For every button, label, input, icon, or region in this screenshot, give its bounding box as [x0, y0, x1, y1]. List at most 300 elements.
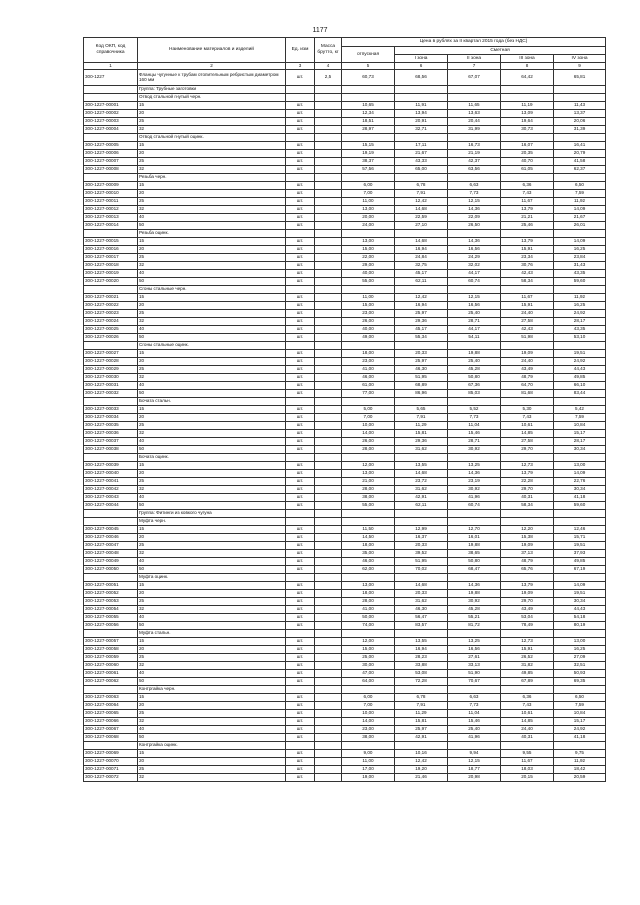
price-release: 55,00: [342, 502, 395, 510]
group-header-row: [84, 134, 606, 142]
price-zone-1: 29,36: [395, 438, 448, 446]
row-code: 300-1227-00021: [84, 294, 138, 302]
price-zone-3: 12,73: [501, 638, 554, 646]
price-release: 14,00: [342, 430, 395, 438]
price-zone-1: 24,84: [395, 254, 448, 262]
price-empty: [501, 134, 554, 142]
row-code: 300-1227-00011: [84, 198, 138, 206]
price-zone-2: 13,25: [448, 638, 501, 646]
price-release: 50,00: [342, 614, 395, 622]
row-unit: шт.: [286, 358, 315, 366]
row-diameter: 15: [138, 102, 286, 110]
row-mass-empty: [315, 542, 342, 550]
price-empty: [448, 510, 501, 518]
row-mass-empty: [315, 750, 342, 758]
row-code-empty: [84, 454, 138, 462]
price-release: 38,00: [342, 734, 395, 742]
row-unit-empty: [286, 94, 315, 102]
price-zone-1: 45,17: [395, 270, 448, 278]
price-zone-2: 14,36: [448, 206, 501, 214]
price-zone-2: 67,07: [448, 70, 501, 86]
row-mass-empty: [315, 222, 342, 230]
price-empty: [554, 510, 606, 518]
price-release: 77,00: [342, 390, 395, 398]
price-zone-4: 16,25: [554, 646, 606, 654]
row-code-empty: [84, 510, 138, 518]
row-diameter: 25: [138, 422, 286, 430]
price-empty: [448, 574, 501, 582]
table-row: [84, 486, 606, 494]
price-table: [83, 37, 606, 782]
row-unit: шт.: [286, 294, 315, 302]
price-zone-3: 18,03: [501, 766, 554, 774]
price-zone-1: 16,94: [395, 302, 448, 310]
price-zone-2: 45,28: [448, 366, 501, 374]
table-row: [84, 638, 606, 646]
row-unit: шт.: [286, 150, 315, 158]
row-mass-empty: [315, 590, 342, 598]
group-header-row: [84, 286, 606, 294]
price-release: 10,00: [342, 422, 395, 430]
price-zone-2: 54,11: [448, 334, 501, 342]
row-code: 300-1227-00049: [84, 558, 138, 566]
row-code: 300-1227-00008: [84, 166, 138, 174]
price-zone-2: 11,04: [448, 710, 501, 718]
group-title: Сгоны стальные оцинк.: [138, 342, 286, 350]
row-unit: шт.: [286, 614, 315, 622]
row-mass-empty: [315, 406, 342, 414]
price-zone-3: 9,55: [501, 750, 554, 758]
price-release: 28,00: [342, 598, 395, 606]
price-zone-3: 6,36: [501, 182, 554, 190]
row-unit: шт.: [286, 606, 315, 614]
price-zone-4: 65,81: [554, 70, 606, 86]
group-title: Контргайка черн.: [138, 686, 286, 694]
price-empty: [448, 398, 501, 406]
price-zone-2: 28,71: [448, 438, 501, 446]
row-unit: шт.: [286, 710, 315, 718]
price-empty: [448, 86, 501, 94]
price-zone-1: 20,33: [395, 542, 448, 550]
header-zone-1: I зона: [395, 55, 448, 63]
price-zone-1: 12,42: [395, 758, 448, 766]
price-zone-2: 16,73: [448, 142, 501, 150]
row-code: 300-1227-00032: [84, 390, 138, 398]
price-zone-1: 16,94: [395, 646, 448, 654]
price-zone-2: 19,88: [448, 590, 501, 598]
row-mass-empty: [315, 262, 342, 270]
price-empty: [342, 510, 395, 518]
row-code: 300-1227-00062: [84, 678, 138, 686]
table-row: [84, 694, 606, 702]
row-mass-empty: [315, 334, 342, 342]
row-unit: шт.: [286, 598, 315, 606]
price-empty: [395, 630, 448, 638]
price-zone-2: 16,56: [448, 646, 501, 654]
price-release: 55,00: [342, 278, 395, 286]
price-release: 6,00: [342, 694, 395, 702]
row-diameter: 32: [138, 126, 286, 134]
price-zone-4: 59,60: [554, 278, 606, 286]
price-zone-4: 18,42: [554, 766, 606, 774]
row-diameter: 15: [138, 582, 286, 590]
price-zone-1: 14,68: [395, 470, 448, 478]
price-zone-4: 41,18: [554, 734, 606, 742]
price-zone-4: 59,60: [554, 502, 606, 510]
price-zone-2: 31,99: [448, 126, 501, 134]
row-code: 300-1227-00005: [84, 142, 138, 150]
price-release: 14,00: [342, 718, 395, 726]
price-zone-3: 40,31: [501, 734, 554, 742]
price-zone-4: 13,00: [554, 638, 606, 646]
price-zone-4: 19,51: [554, 542, 606, 550]
table-row: [84, 590, 606, 598]
row-unit: шт.: [286, 526, 315, 534]
row-diameter: 20: [138, 302, 286, 310]
price-zone-4: 83,44: [554, 390, 606, 398]
row-diameter: 15: [138, 638, 286, 646]
row-diameter: 32: [138, 430, 286, 438]
price-release: 38,37: [342, 158, 395, 166]
group-header-row: [84, 518, 606, 526]
price-zone-3: 67,89: [501, 678, 554, 686]
price-empty: [501, 398, 554, 406]
row-diameter: 25: [138, 478, 286, 486]
price-zone-2: 13,25: [448, 462, 501, 470]
price-zone-1: 12,99: [395, 526, 448, 534]
row-mass-empty: [315, 414, 342, 422]
price-zone-1: 11,91: [395, 102, 448, 110]
price-zone-4: 13,00: [554, 462, 606, 470]
group-title: Группа: Трубные заготовки: [138, 86, 286, 94]
row-unit: шт.: [286, 590, 315, 598]
group-title: Муфта стальн.: [138, 630, 286, 638]
price-zone-1: 56,47: [395, 614, 448, 622]
row-unit: шт.: [286, 182, 315, 190]
row-mass-empty: [315, 102, 342, 110]
price-zone-4: 31,43: [554, 262, 606, 270]
price-zone-2: 6,63: [448, 694, 501, 702]
row-unit: шт.: [286, 366, 315, 374]
price-zone-3: 13,79: [501, 470, 554, 478]
price-zone-1: 16,94: [395, 246, 448, 254]
price-zone-1: 53,08: [395, 670, 448, 678]
price-release: 11,00: [342, 758, 395, 766]
price-zone-4: 11,92: [554, 294, 606, 302]
price-zone-2: 38,65: [448, 550, 501, 558]
price-zone-4: 19,51: [554, 590, 606, 598]
row-code: 300-1227-00060: [84, 662, 138, 670]
price-zone-4: 49,85: [554, 558, 606, 566]
row-code-empty: [84, 574, 138, 582]
row-unit: шт.: [286, 758, 315, 766]
price-zone-1: 86,96: [395, 390, 448, 398]
price-zone-4: 11,92: [554, 198, 606, 206]
price-zone-4: 20,59: [554, 774, 606, 782]
price-zone-4: 16,25: [554, 302, 606, 310]
page-number: 1177: [312, 27, 328, 34]
table-row: [84, 166, 606, 174]
price-zone-1: 28,23: [395, 654, 448, 662]
price-zone-3: 65,76: [501, 566, 554, 574]
price-zone-3: 31,82: [501, 662, 554, 670]
row-mass-empty: [315, 94, 342, 102]
row-diameter: 20: [138, 110, 286, 118]
row-unit: шт.: [286, 414, 315, 422]
table-row: [84, 206, 606, 214]
price-zone-3: 29,70: [501, 446, 554, 454]
row-diameter: 32: [138, 166, 286, 174]
row-mass-empty: [315, 198, 342, 206]
row-diameter: 15: [138, 350, 286, 358]
price-zone-2: 33,13: [448, 662, 501, 670]
price-zone-4: 37,93: [554, 550, 606, 558]
price-zone-2: 44,17: [448, 270, 501, 278]
row-mass: 2,5: [315, 70, 342, 86]
row-code: 300-1227-00037: [84, 438, 138, 446]
row-code: 300-1227-00028: [84, 358, 138, 366]
price-zone-3: 12,73: [501, 462, 554, 470]
price-release: 5,00: [342, 406, 395, 414]
row-unit: шт.: [286, 534, 315, 542]
price-zone-2: 13,63: [448, 110, 501, 118]
price-zone-4: 19,51: [554, 350, 606, 358]
row-diameter: 40: [138, 614, 286, 622]
row-diameter: 32: [138, 374, 286, 382]
price-zone-1: 32,75: [395, 262, 448, 270]
row-diameter: 50: [138, 622, 286, 630]
price-zone-4: 66,10: [554, 382, 606, 390]
row-unit-empty: [286, 510, 315, 518]
row-code: 300-1227-00058: [84, 646, 138, 654]
row-mass-empty: [315, 342, 342, 350]
price-zone-2: 16,56: [448, 302, 501, 310]
price-zone-4: 44,43: [554, 366, 606, 374]
row-mass-empty: [315, 246, 342, 254]
row-code: 300-1227-00002: [84, 110, 138, 118]
price-zone-2: 50,80: [448, 558, 501, 566]
table-row: [84, 750, 606, 758]
table-row: [84, 390, 606, 398]
table-body: [84, 63, 606, 782]
price-zone-2: 30,92: [448, 446, 501, 454]
column-number-row: [84, 63, 606, 70]
row-mass-empty: [315, 438, 342, 446]
price-zone-4: 10,84: [554, 422, 606, 430]
row-unit: шт.: [286, 246, 315, 254]
row-mass-empty: [315, 254, 342, 262]
row-mass-empty: [315, 134, 342, 142]
row-mass-empty: [315, 646, 342, 654]
price-zone-1: 6,78: [395, 694, 448, 702]
group-title: Отвод стальной гнутый оцинк.: [138, 134, 286, 142]
price-zone-3: 30,76: [501, 262, 554, 270]
row-mass-empty: [315, 326, 342, 334]
row-diameter: 20: [138, 190, 286, 198]
table-row: [84, 318, 606, 326]
price-zone-4: 24,92: [554, 310, 606, 318]
header-zone-4: IV зона: [554, 55, 606, 63]
group-title: Отвод стальной гнутый черн.: [138, 94, 286, 102]
price-zone-2: 22,09: [448, 214, 501, 222]
row-code-empty: [84, 86, 138, 94]
price-empty: [395, 86, 448, 94]
row-unit: шт.: [286, 726, 315, 734]
price-zone-1: 25,97: [395, 310, 448, 318]
price-zone-2: 7,73: [448, 414, 501, 422]
price-empty: [448, 286, 501, 294]
row-mass-empty: [315, 774, 342, 782]
price-zone-4: 44,43: [554, 606, 606, 614]
row-unit: шт.: [286, 70, 315, 86]
row-unit: шт.: [286, 350, 315, 358]
price-zone-2: 30,92: [448, 598, 501, 606]
row-mass-empty: [315, 614, 342, 622]
row-mass-empty: [315, 374, 342, 382]
price-zone-4: 5,42: [554, 406, 606, 414]
row-mass-empty: [315, 694, 342, 702]
table-row: [84, 278, 606, 286]
table-row: [84, 670, 606, 678]
price-zone-4: 30,34: [554, 598, 606, 606]
header-release-price: отпускная: [342, 47, 395, 63]
table-row: [84, 142, 606, 150]
price-zone-4: 7,59: [554, 414, 606, 422]
price-empty: [342, 574, 395, 582]
price-empty: [554, 518, 606, 526]
price-zone-3: 58,34: [501, 502, 554, 510]
row-code: 300-1227-00001: [84, 102, 138, 110]
row-mass-empty: [315, 566, 342, 574]
row-mass-empty: [315, 174, 342, 182]
price-zone-2: 55,21: [448, 614, 501, 622]
price-zone-3: 10,61: [501, 422, 554, 430]
row-code: 300-1227-00033: [84, 406, 138, 414]
price-release: 41,00: [342, 606, 395, 614]
row-unit: шт.: [286, 494, 315, 502]
price-zone-2: 44,17: [448, 326, 501, 334]
row-diameter: 25: [138, 654, 286, 662]
row-mass-empty: [315, 558, 342, 566]
price-zone-3: 22,28: [501, 478, 554, 486]
row-mass-empty: [315, 734, 342, 742]
price-zone-2: 15,46: [448, 430, 501, 438]
price-zone-1: 11,29: [395, 422, 448, 430]
row-code: 300-1227-00018: [84, 262, 138, 270]
row-diameter: 15: [138, 694, 286, 702]
row-unit: шт.: [286, 206, 315, 214]
row-diameter: 15: [138, 406, 286, 414]
price-release: 24,00: [342, 222, 395, 230]
row-mass-empty: [315, 286, 342, 294]
price-zone-4: 14,09: [554, 238, 606, 246]
row-unit-empty: [286, 286, 315, 294]
table-row: [84, 158, 606, 166]
price-zone-4: 11,92: [554, 758, 606, 766]
price-release: 7,00: [342, 702, 395, 710]
row-mass-empty: [315, 430, 342, 438]
row-diameter: 32: [138, 718, 286, 726]
price-zone-3: 81,68: [501, 390, 554, 398]
price-zone-4: 23,84: [554, 254, 606, 262]
price-empty: [501, 510, 554, 518]
row-unit: шт.: [286, 318, 315, 326]
price-zone-3: 7,43: [501, 414, 554, 422]
price-zone-2: 85,03: [448, 390, 501, 398]
row-code: 300-1227-00035: [84, 422, 138, 430]
price-zone-4: 15,17: [554, 718, 606, 726]
row-mass-empty: [315, 494, 342, 502]
row-code: 300-1227-00012: [84, 206, 138, 214]
price-zone-4: 16,25: [554, 246, 606, 254]
table-row: [84, 582, 606, 590]
row-unit: шт.: [286, 654, 315, 662]
column-number: 6: [395, 63, 448, 70]
price-zone-1: 20,33: [395, 590, 448, 598]
row-diameter: 15: [138, 182, 286, 190]
price-release: 7,00: [342, 414, 395, 422]
row-mass-empty: [315, 310, 342, 318]
group-title: Группа: Фитинги из ковкого чугуна: [138, 510, 286, 518]
row-diameter: 32: [138, 774, 286, 782]
price-release: 19,00: [342, 774, 395, 782]
group-header-row: [84, 398, 606, 406]
row-diameter: 32: [138, 662, 286, 670]
row-unit: шт.: [286, 766, 315, 774]
price-empty: [342, 134, 395, 142]
price-empty: [501, 742, 554, 750]
row-code: 300-1227-00066: [84, 718, 138, 726]
row-code: 300-1227-00065: [84, 710, 138, 718]
header-code: Код ОКП, код справочника: [84, 38, 138, 63]
price-zone-2: 6,63: [448, 182, 501, 190]
row-mass-empty: [315, 662, 342, 670]
price-zone-2: 42,37: [448, 158, 501, 166]
price-zone-4: 21,67: [554, 214, 606, 222]
price-release: 7,00: [342, 190, 395, 198]
price-empty: [342, 286, 395, 294]
row-code: 300-1227-00045: [84, 526, 138, 534]
price-zone-3: 64,70: [501, 382, 554, 390]
row-mass-empty: [315, 398, 342, 406]
price-zone-2: 51,90: [448, 670, 501, 678]
price-zone-4: 6,50: [554, 694, 606, 702]
price-empty: [501, 286, 554, 294]
table-row: [84, 70, 606, 86]
price-empty: [554, 94, 606, 102]
price-empty: [501, 342, 554, 350]
price-release: 15,15: [342, 142, 395, 150]
row-unit: шт.: [286, 310, 315, 318]
table-row: [84, 438, 606, 446]
price-zone-2: 50,80: [448, 374, 501, 382]
price-zone-4: 13,37: [554, 110, 606, 118]
price-release: 29,00: [342, 262, 395, 270]
row-code: 300-1227-00046: [84, 534, 138, 542]
group-header-row: [84, 230, 606, 238]
row-unit: шт.: [286, 702, 315, 710]
row-mass-empty: [315, 710, 342, 718]
price-zone-4: 43,35: [554, 326, 606, 334]
row-mass-empty: [315, 182, 342, 190]
price-zone-4: 50,93: [554, 670, 606, 678]
price-empty: [554, 134, 606, 142]
price-zone-1: 16,37: [395, 534, 448, 542]
price-zone-4: 32,51: [554, 662, 606, 670]
group-title: Контргайка оцинк.: [138, 742, 286, 750]
price-empty: [342, 398, 395, 406]
price-empty: [448, 686, 501, 694]
